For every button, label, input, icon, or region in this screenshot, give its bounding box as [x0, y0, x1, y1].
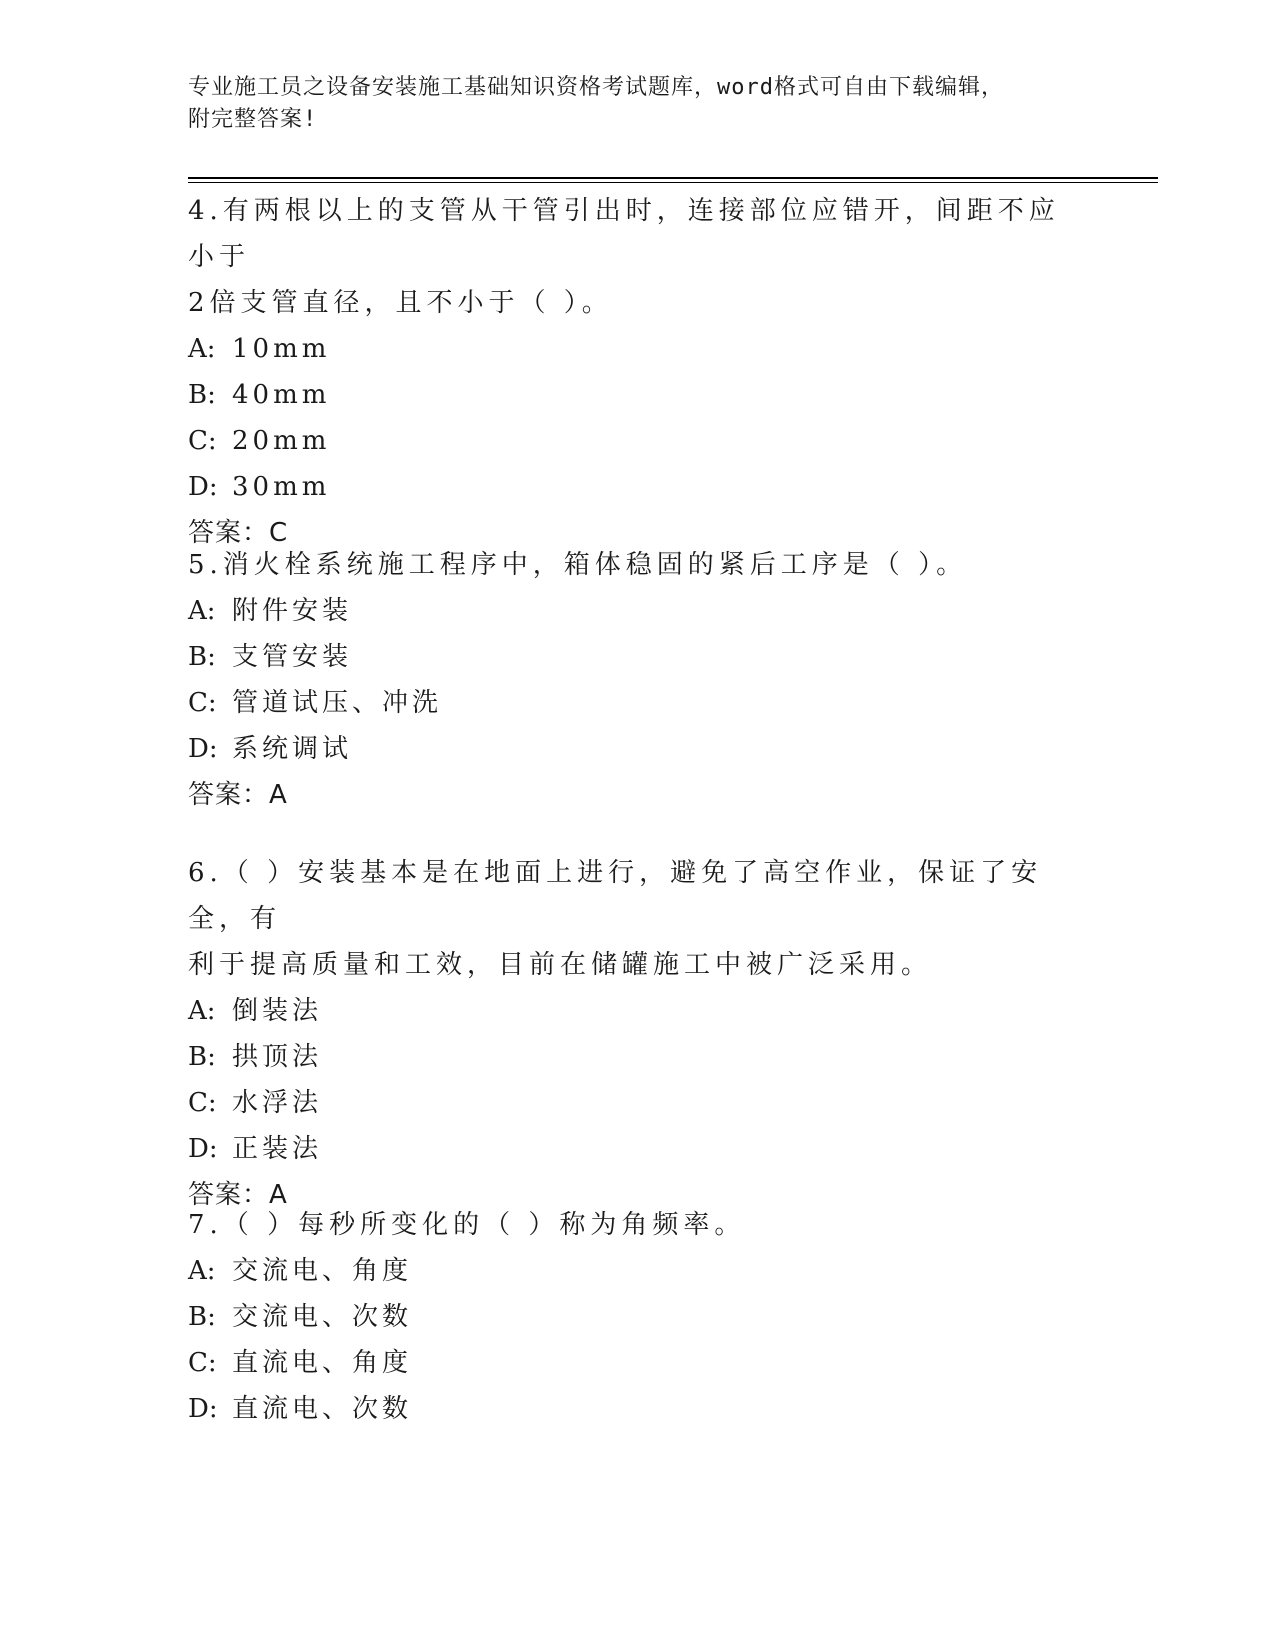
option-label: C: [188, 1348, 217, 1378]
option-text: 直流电、次数 [232, 1394, 413, 1424]
option-label: B: [188, 642, 216, 672]
option-text: 正装法 [232, 1134, 323, 1164]
option-label: D: [188, 734, 218, 764]
option-b [188, 634, 1088, 680]
option-label: B: [188, 1042, 216, 1072]
question-stem [188, 542, 1088, 588]
option-c [188, 680, 1088, 726]
option-label: C: [188, 426, 217, 456]
option-label: C: [188, 1088, 217, 1118]
option-label: A: [188, 596, 216, 626]
option-c [188, 1340, 1088, 1386]
option-d [188, 464, 1088, 510]
question-stem [188, 850, 1088, 988]
option-text: 管道试压、冲洗 [232, 688, 443, 718]
option-text: 倒装法 [232, 996, 323, 1026]
option-label: A: [188, 1256, 216, 1286]
answer: 答案：C [188, 518, 289, 548]
option-label: B: [188, 380, 216, 410]
answer: 答案：A [188, 780, 288, 810]
option-text: 交流电、次数 [232, 1302, 413, 1332]
header-divider-thin [188, 182, 1158, 183]
option-d [188, 1126, 1088, 1172]
option-label: D: [188, 1134, 218, 1164]
option-b [188, 372, 1088, 418]
option-b [188, 1294, 1088, 1340]
question-stem [188, 188, 1088, 326]
answer: 答案：A [188, 1180, 288, 1210]
question-stem-line: 5.消火栓系统施工程序中，箱体稳固的紧后工序是（ ）。 [188, 550, 968, 580]
question-stem [188, 1202, 1088, 1248]
question-stem-line: 利于提高质量和工效，目前在储罐施工中被广泛采用。 [188, 950, 933, 980]
option-text: 30mm [232, 472, 331, 502]
option-text: 20mm [232, 426, 331, 456]
option-text: 10mm [232, 334, 331, 364]
option-a [188, 1248, 1088, 1294]
question-stem-line: 2倍支管直径，且不小于（ ）。 [188, 288, 613, 318]
question-6 [188, 850, 1088, 1218]
header-divider [188, 177, 1158, 179]
option-text: 系统调试 [232, 734, 353, 764]
option-c [188, 418, 1088, 464]
option-text: 附件安装 [232, 596, 353, 626]
option-text: 支管安装 [232, 642, 353, 672]
question-stem-line: 4.有两根以上的支管从干管引出时，连接部位应错开，间距不应小于 [188, 196, 1060, 272]
document-header [188, 72, 1068, 136]
option-label: A: [188, 996, 216, 1026]
option-label: C: [188, 688, 217, 718]
question-stem-line: 7.（ ）每秒所变化的（ ）称为角频率。 [188, 1210, 746, 1240]
option-label: D: [188, 472, 218, 502]
option-label: A: [188, 334, 216, 364]
question-5 [188, 542, 1088, 818]
option-text: 水浮法 [232, 1088, 323, 1118]
option-text: 拱顶法 [232, 1042, 323, 1072]
header-line-1: 专业施工员之设备安装施工基础知识资格考试题库，word格式可自由下载编辑， [188, 75, 1004, 100]
option-label: D: [188, 1394, 218, 1424]
option-d [188, 726, 1088, 772]
question-stem-line: 6.（ ）安装基本是在地面上进行，避免了高空作业，保证了安全，有 [188, 858, 1043, 934]
option-d [188, 1386, 1088, 1432]
option-label: B: [188, 1302, 216, 1332]
option-text: 直流电、角度 [232, 1348, 413, 1378]
option-c [188, 1080, 1088, 1126]
option-a [188, 326, 1088, 372]
header-line-2: 附完整答案! [188, 107, 318, 132]
option-a [188, 588, 1088, 634]
option-b [188, 1034, 1088, 1080]
question-4 [188, 188, 1088, 556]
option-text: 40mm [232, 380, 331, 410]
option-a [188, 988, 1088, 1034]
option-text: 交流电、角度 [232, 1256, 413, 1286]
question-7 [188, 1202, 1088, 1432]
